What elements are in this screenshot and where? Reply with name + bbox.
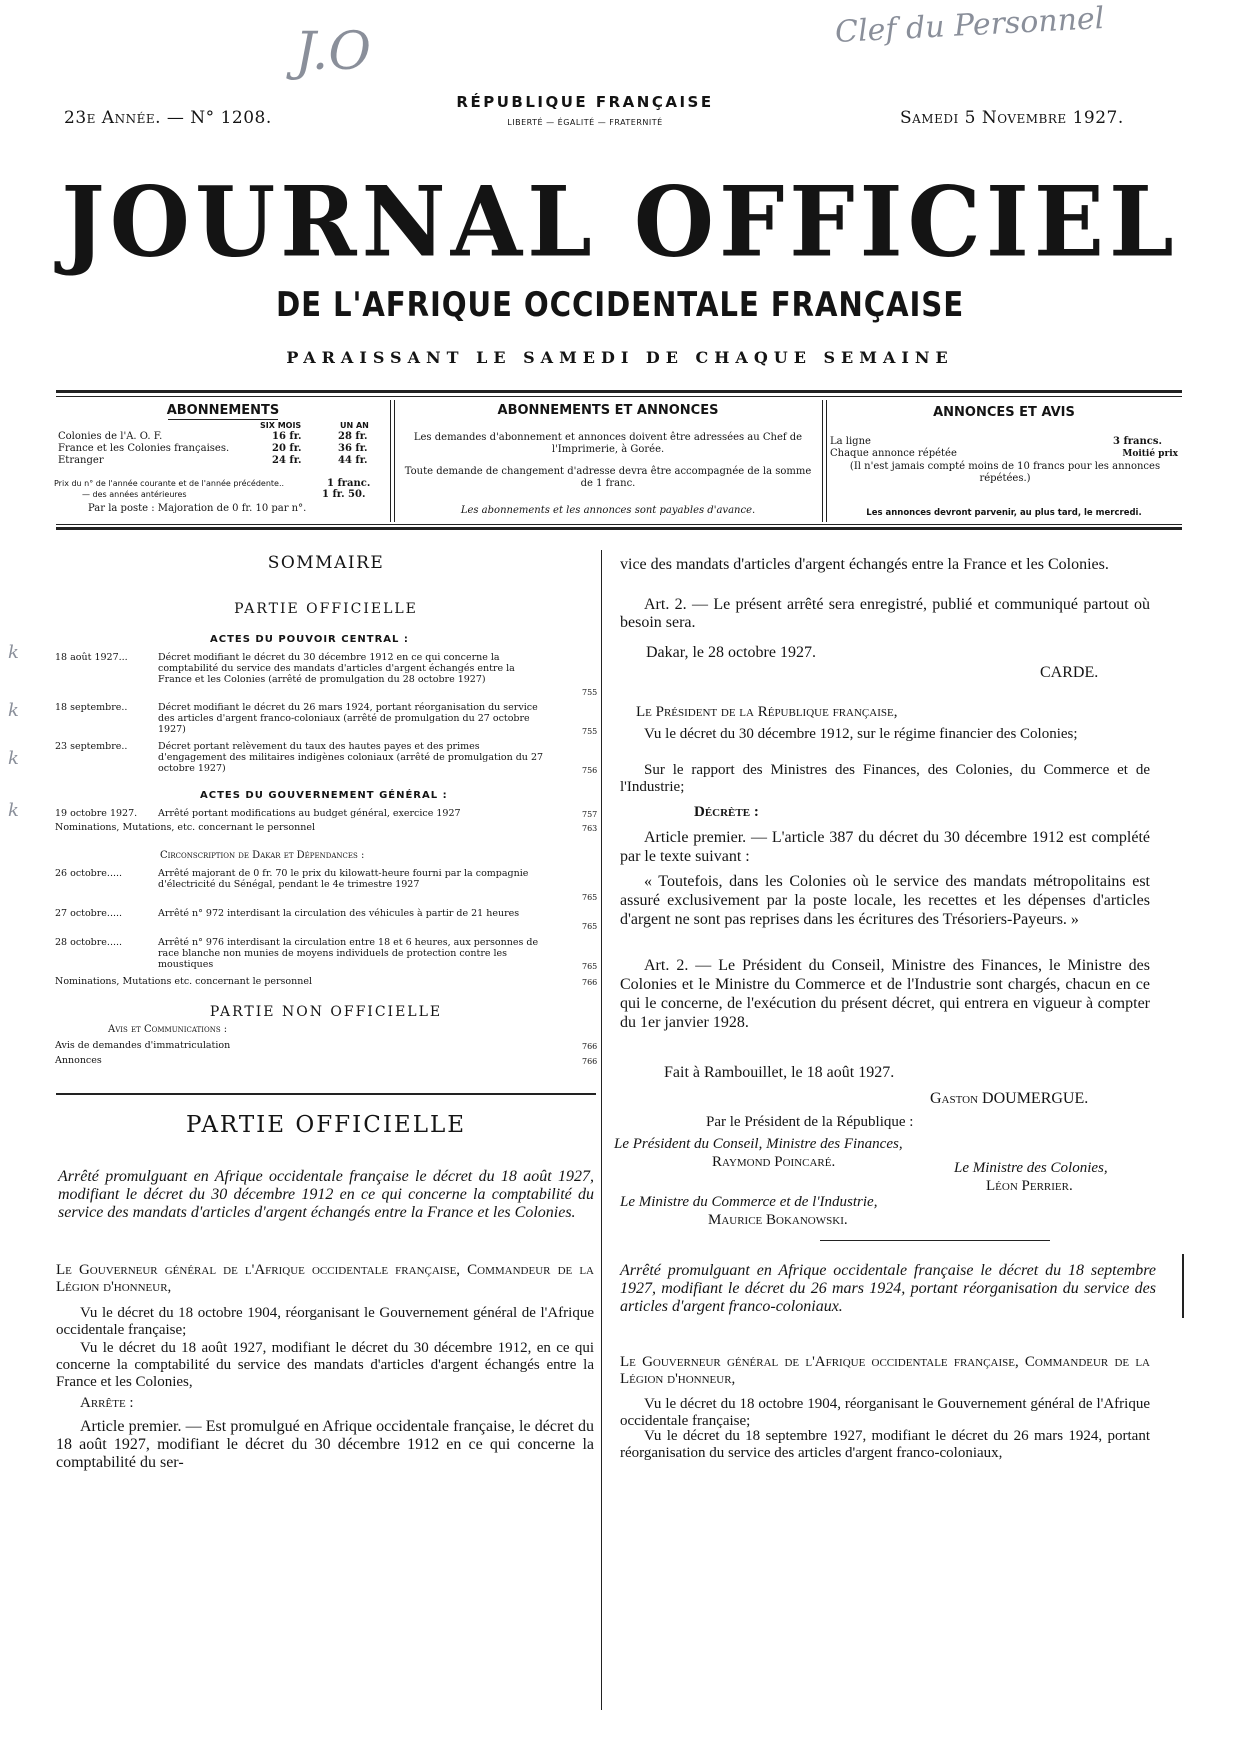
center-box-note: Les abonnements et les annonces sont payables d'avance. [460,505,756,516]
toc-part-unofficial: PARTIE NON OFFICIELLE [209,1004,443,1020]
price-per-issue-value: 1 franc. [327,478,371,489]
box-divider [394,400,395,522]
toc-entry-text: Décret modifiant le décret du 26 mars 1924, portant réorganisation du service des articles d'argent franco-coloniaux (arrêté de promulgation du 27 octobre 1927) [158,702,538,735]
toc-title: SOMMAIRE [267,553,385,573]
toc-general-head: ACTES DU GOUVERNEMENT GÉNÉRAL : [200,790,448,801]
margin-note: k [8,700,19,721]
box-divider [390,400,391,522]
vu-paragraph: Vu le décret du 18 octobre 1904, réorganisant le Gouvernement général de l'Afrique occidentale française; [56,1305,594,1338]
toc-avis-head: Avis et Communications : [108,1024,228,1035]
doumergue-signature: Gaston DOUMERGUE. [930,1090,1089,1107]
vu-paragraph: Sur le rapport des Ministres des Finances, des Colonies, du Commerce et de l'Industrie; [620,762,1150,795]
ads-rate: La ligne 3 francs. Chaque annonce répétée Moitié prix [830,436,1178,459]
vu-paragraph: Vu le décret du 18 août 1927, modifiant le décret du 30 décembre 1912, en ce qui concerne la comptabilité du service des mandats d'articles d'argent échangés entre la France et les Colonies, [56,1340,594,1390]
margin-note: k [8,748,19,769]
box-top-rule-thin [56,396,1182,397]
toc-entry-page: 757 [582,810,598,819]
toc-entry-date: 26 octobre..... [55,868,123,879]
section-title: PARTIE OFFICIELLE [185,1112,467,1138]
center-box-title: ABONNEMENTS ET ANNONCES [497,403,719,418]
price-older-issue: — des années antérieures [82,490,187,499]
toc-entry-date: 19 octobre 1927. [55,808,138,819]
toc-entry-page: 766 [582,1042,598,1051]
toc-entry-page: 766 [582,1057,598,1066]
ads-box-title: ANNONCES ET AVIS [933,405,1075,420]
margin-note: k [8,642,19,663]
arrete-2-title: Arrêté promulguant en Afrique occidentale française le décret du 18 septembre 1927, modifiant le décret du 26 mars 1924, portant réorganisation du service des articles d'argent franco-coloniaux. [620,1262,1156,1315]
vu-paragraph: Vu le décret du 30 décembre 1912, sur le régime financier des Colonies; [644,726,1078,742]
toc-entry-text: Décret modifiant le décret du 30 décembre 1912 en ce qui concerne la comptabilité du service des mandats d'articles d'argent échangés entre la France et les Colonies (arrêté de promulgation du 28 octobre 1927) [158,652,515,685]
republic-heading: RÉPUBLIQUE FRANÇAISE [456,93,714,111]
section-rule [56,1093,596,1095]
article-premier: Article premier. — L'article 387 du décret du 30 décembre 1912 est complété par le texte suivant : [620,829,1150,865]
toc-entry-page: 765 [582,962,598,971]
governor-heading: Le Gouverneur général de l'Afrique occidentale française, Commandeur de la Légion d'honneur, [56,1262,594,1295]
minister-commerce: Le Ministre du Commerce et de l'Industrie, [620,1194,878,1210]
col-one-year: UN AN [340,421,369,430]
col-six-months: SIX MOIS [260,421,302,430]
arrete-label: Arrête : [80,1395,134,1411]
minister-colonies: Le Ministre des Colonies, [954,1160,1108,1176]
toc-entry-text: Arrêté portant modifications au budget général, exercice 1927 [158,808,461,819]
masthead-subtitle: DE L'AFRIQUE OCCIDENTALE FRANÇAISE [275,285,965,325]
margin-mark [1182,1254,1184,1318]
vu-paragraph: Vu le décret du 18 octobre 1904, réorganisant le Gouvernement général de l'Afrique occidentale française; [620,1396,1150,1429]
toc-entry-date: 18 septembre.. [55,702,128,713]
toc-entry-date: 28 octobre..... [55,937,123,948]
vu-paragraph: Vu le décret du 18 septembre 1927, modifiant le décret du 26 mars 1924, portant réorganisation du service des articles d'argent franco-coloniaux, [620,1428,1150,1461]
handwritten-initials: J.O [295,22,371,82]
box-top-rule [56,390,1182,393]
center-box-text: Les demandes d'abonnement et annonces doivent être adressées au Chef de l'Imprimerie, à Gorée. [413,432,803,455]
toc-entry-page: 765 [582,922,598,931]
toc-entry-text: Nominations, Mutations etc. concernant le personnel [55,976,312,987]
bokanowski-signature: Maurice Bokanowski. [708,1212,848,1228]
toc-entry-page: 766 [582,978,598,987]
perrier-signature: Léon Perrier. [986,1178,1073,1194]
fait-line: Fait à Rambouillet, le 18 août 1927. [664,1064,895,1081]
year-issue: 23e Année. — N° 1208. [64,108,272,128]
toc-entry-date: 18 août 1927... [55,652,128,663]
price-per-issue: Prix du n° de l'année courante et de l'année précédente.. [54,479,285,488]
toc-entry-page: 765 [582,893,598,902]
article-premier: Article premier. — Est promulgué en Afrique occidentale française, le décret du 18 août 1927, modifiant le décret du 30 décembre 1912 en ce qui concerne la comptabilité du ser- [56,1418,594,1471]
quoted-text: « Toutefois, dans les Colonies où le service des mandats métropolitains est assuré exclusivement par la poste locale, les recettes et les dépenses d'articles d'argent ne sont pas reprises dans les écritures des Trésoriers-Payeurs. » [620,873,1150,928]
masthead-title: JOURNAL OFFICIEL [61,165,1179,279]
handwritten-note: Clef du Personnel [834,0,1106,51]
toc-entry-text: Arrêté n° 972 interdisant la circulation des véhicules à partir de 21 heures [158,908,520,919]
toc-entry-text: Arrêté n° 976 interdisant la circulation entre 18 et 6 heures, aux personnes de race blanche non munies de moyens individuels de protection contre les moustiques [158,937,539,970]
motto: LIBERTÉ — ÉGALITÉ — FRATERNITÉ [507,118,663,127]
toc-part-official: PARTIE OFFICIELLE [234,601,418,617]
box-bottom-rule [56,527,1182,530]
price-older-issue-value: 1 fr. 50. [322,489,366,500]
box-divider [826,400,827,522]
par-line: Par le Président de la République : [706,1114,914,1130]
toc-entry-page: 755 [582,688,598,697]
president-heading: Le Président de la République française, [636,704,898,720]
toc-central-head: ACTES DU POUVOIR CENTRAL : [210,634,409,645]
subscriptions-title: ABONNEMENTS [166,403,280,418]
place-date: Dakar, le 28 octobre 1927. [646,644,816,661]
ads-note: (Il n'est jamais compté moins de 10 francs pour les annonces répétées.) [849,461,1161,484]
toc-entry-date: 23 septembre.. [55,741,128,752]
president-conseil: Le Président du Conseil, Ministre des Finances, [614,1136,903,1152]
poincare-signature: Raymond Poincaré. [712,1154,836,1170]
publication-frequency: PARAISSANT LE SAMEDI DE CHAQUE SEMAINE [286,348,954,367]
governor-heading: Le Gouverneur général de l'Afrique occidentale française, Commandeur de la Légion d'honneur, [620,1354,1150,1387]
toc-entry-page: 755 [582,727,598,736]
toc-entry-text: Avis de demandes d'immatriculation [55,1040,231,1051]
article-2: Art. 2. — Le Président du Conseil, Ministre des Finances, le Ministre des Colonies et le Ministre du Commerce et de l'Industrie sont chargés, chacun en ce qui le concerne, de l'exécution du présent décret, qui entrera en vigueur à compter du 1er janvier 1928. [620,957,1150,1031]
subscription-row: Colonies de l'A. O. F. 16 fr. 28 fr. France et les Colonies françaises. 20 fr. 36 fr. Etranger 24 fr. 44 fr. [58,431,368,466]
toc-entry-text: Décret portant relèvement du taux des hautes payes et des primes d'engagement des militaires indigènes coloniaux (arrêté de promulgation du 27 octobre 1927) [158,741,544,774]
article-2: Art. 2. — Le présent arrêté sera enregistré, publié et communiqué partout où besoin sera. [620,596,1150,631]
toc-entry-date: 27 octobre..... [55,908,123,919]
issue-date: Samedi 5 Novembre 1927. [900,108,1124,128]
continued-text: vice des mandats d'articles d'argent échangés entre la France et les Colonies. [620,556,1109,573]
center-box-text: Toute demande de changement d'adresse devra être accompagnée de la somme de 1 franc. [404,466,812,489]
box-bottom-rule-thin [56,524,1182,525]
column-separator [601,550,602,1710]
decrete-label: Décrète : [694,804,759,820]
signer: CARDE. [1040,664,1099,681]
postal-surcharge: Par la poste : Majoration de 0 fr. 10 par n°. [88,503,307,514]
ads-deadline: Les annonces devront parvenir, au plus tard, le mercredi. [866,508,1142,518]
box-divider [822,400,823,522]
toc-entry-text: Annonces [55,1055,102,1066]
toc-dakar-head: Circonscription de Dakar et Dépendances : [160,850,365,861]
toc-entry-page: 763 [582,824,598,833]
arrete-title: Arrêté promulguant en Afrique occidentale française le décret du 18 août 1927, modifiant le décret du 30 décembre 1912 en ce qui concerne la comptabilité du service des mandats d'articles d'argent échangés entre la France et les Colonies. [58,1168,594,1221]
toc-entry-text: Arrêté majorant de 0 fr. 70 le prix du kilowatt-heure fourni par la compagnie d'électricité du Sénégal, pendant le 4e trimestre 1927 [158,868,529,890]
toc-entry-text: Nominations, Mutations, etc. concernant le personnel [55,822,316,833]
toc-entry-page: 756 [582,766,598,775]
separator-rule [820,1240,1050,1241]
margin-note: k [8,800,19,821]
